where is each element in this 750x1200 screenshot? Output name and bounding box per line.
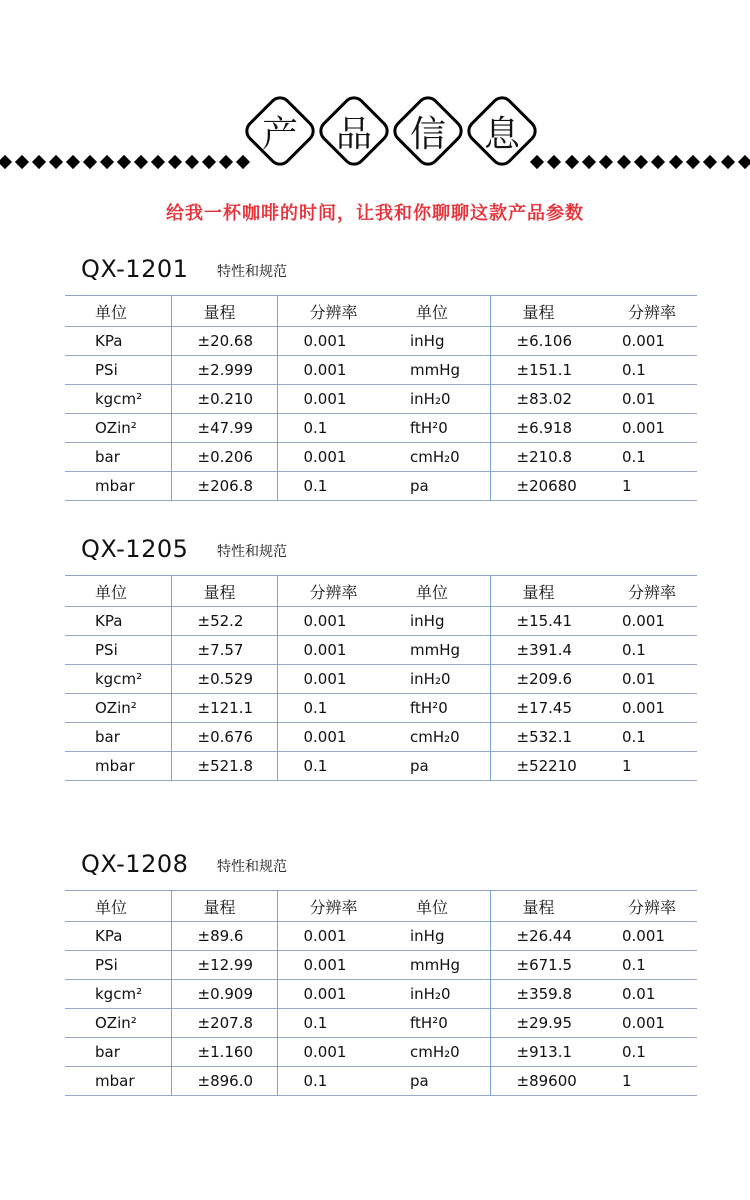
table-cell: 0.001 (277, 356, 384, 385)
product-info-header (0, 95, 750, 225)
diamond-ornament (219, 155, 233, 169)
table-cell: OZin² (95, 699, 137, 717)
table-cell: inH₂0 (410, 985, 451, 1003)
table-row (65, 327, 697, 356)
table-cell: 0.1 (622, 728, 646, 746)
table-cell: 0.1 (622, 1043, 646, 1061)
diamond-ornament (547, 155, 561, 169)
table-cell: 0.001 (622, 419, 665, 437)
table-cell: kgcm² (95, 670, 143, 688)
column-header: 分辨率 (628, 897, 677, 917)
column-header: 单位 (416, 302, 449, 322)
table-cell: 0.001 (277, 665, 384, 694)
table-cell: ±206.8 (171, 472, 277, 501)
table-cell: 0.001 (277, 1038, 384, 1067)
title-char: 品 (335, 114, 372, 155)
table-cell: PSi (95, 641, 118, 659)
diamond-ornament (185, 155, 199, 169)
diamond-ornament (599, 155, 613, 169)
table-cell: 0.001 (277, 922, 384, 951)
table-cell: inHg (410, 332, 445, 350)
table-cell: 0.01 (622, 985, 656, 1003)
table-cell: mmHg (410, 641, 461, 659)
table-cell: 0.1 (622, 956, 646, 974)
table-cell: 0.001 (277, 951, 384, 980)
table-cell: 0.1 (622, 448, 646, 466)
diamond-ornament (151, 155, 165, 169)
diamond-ornament (32, 155, 46, 169)
table-cell: ±2.999 (171, 356, 277, 385)
table-header-row (65, 891, 697, 922)
diamond-ornament (100, 155, 114, 169)
diamond-ornament (686, 155, 700, 169)
table-cell: ±532.1 (490, 723, 596, 752)
diamond-ornament (634, 155, 648, 169)
table-cell: ±15.41 (490, 607, 596, 636)
model-number: QX-1205 (81, 535, 189, 563)
table-header-row (65, 576, 697, 607)
diamond-ornament (117, 155, 131, 169)
table-cell: OZin² (95, 419, 137, 437)
table-cell: mmHg (410, 956, 461, 974)
table-cell: 0.1 (277, 752, 384, 781)
table-row (65, 607, 697, 636)
table-cell: 0.01 (622, 390, 656, 408)
table-cell: ftH²0 (410, 699, 448, 717)
table-cell: ±89.6 (171, 922, 277, 951)
table-cell: 1 (622, 757, 632, 775)
column-header: 分辨率 (277, 576, 384, 607)
table-cell: KPa (95, 927, 123, 945)
table-cell: 0.1 (277, 694, 384, 723)
table-cell: kgcm² (95, 985, 143, 1003)
spec-section-qx-1201 (65, 255, 697, 501)
table-cell: 0.001 (622, 1014, 665, 1032)
table-cell: ±52.2 (171, 607, 277, 636)
table-cell: 0.001 (277, 723, 384, 752)
table-cell: ftH²0 (410, 1014, 448, 1032)
table-cell: 0.001 (277, 980, 384, 1009)
table-cell: inHg (410, 927, 445, 945)
spec-subtitle: 特性和规范 (217, 544, 287, 560)
diamond-ornament (651, 155, 665, 169)
table-cell: OZin² (95, 1014, 137, 1032)
table-cell: bar (95, 448, 120, 466)
table-cell: 0.1 (277, 472, 384, 501)
table-cell: ±12.99 (171, 951, 277, 980)
table-cell: ftH²0 (410, 419, 448, 437)
column-header: 单位 (95, 302, 128, 322)
table-cell: ±207.8 (171, 1009, 277, 1038)
table-cell: ±896.0 (171, 1067, 277, 1096)
table-cell: inHg (410, 612, 445, 630)
model-number: QX-1208 (81, 850, 189, 878)
table-cell: ±913.1 (490, 1038, 596, 1067)
column-header: 量程 (171, 891, 277, 922)
table-cell: ±209.6 (490, 665, 596, 694)
column-header: 量程 (490, 891, 596, 922)
table-row (65, 1067, 697, 1096)
table-cell: PSi (95, 956, 118, 974)
table-cell: 1 (622, 1072, 632, 1090)
table-cell: mbar (95, 477, 135, 495)
table-row (65, 472, 697, 501)
table-row (65, 414, 697, 443)
column-header: 量程 (171, 296, 277, 327)
column-header: 分辨率 (628, 302, 677, 322)
spec-section-qx-1208 (65, 850, 697, 1096)
title-char: 信 (409, 114, 446, 155)
table-cell: bar (95, 728, 120, 746)
table-cell: ±26.44 (490, 922, 596, 951)
table-cell: 0.001 (277, 636, 384, 665)
table-cell: 0.1 (277, 414, 384, 443)
spec-table (65, 890, 697, 1096)
table-cell: ±521.8 (171, 752, 277, 781)
right-diamond-border (532, 155, 750, 169)
table-cell: inH₂0 (410, 390, 451, 408)
column-header: 量程 (171, 576, 277, 607)
spec-section-qx-1205 (65, 535, 697, 781)
diamond-ornament (49, 155, 63, 169)
table-cell: 0.001 (277, 443, 384, 472)
table-row (65, 951, 697, 980)
diamond-ornament (738, 155, 750, 169)
column-header: 量程 (490, 296, 596, 327)
table-cell: ±0.676 (171, 723, 277, 752)
table-cell: 0.1 (622, 641, 646, 659)
table-cell: cmH₂0 (410, 448, 460, 466)
column-header: 单位 (95, 582, 128, 602)
diamond-ornament (168, 155, 182, 169)
table-cell: ±7.57 (171, 636, 277, 665)
table-cell: ±17.45 (490, 694, 596, 723)
spec-subtitle: 特性和规范 (217, 264, 287, 280)
column-header: 单位 (416, 897, 449, 917)
table-cell: cmH₂0 (410, 1043, 460, 1061)
diamond-ornament (582, 155, 596, 169)
table-cell: ±1.160 (171, 1038, 277, 1067)
table-row (65, 443, 697, 472)
diamond-ornament (530, 155, 544, 169)
table-cell: ±89600 (490, 1067, 596, 1096)
table-cell: KPa (95, 612, 123, 630)
table-cell: ±121.1 (171, 694, 277, 723)
table-cell: mbar (95, 1072, 135, 1090)
tagline: 给我一杯咖啡的时间，让我和你聊聊这款产品参数 (166, 203, 584, 224)
table-cell: ±0.529 (171, 665, 277, 694)
table-row (65, 723, 697, 752)
spec-table (65, 295, 697, 501)
spec-table (65, 575, 697, 781)
table-cell: mmHg (410, 361, 461, 379)
table-cell: ±359.8 (490, 980, 596, 1009)
table-cell: ±0.909 (171, 980, 277, 1009)
table-row (65, 356, 697, 385)
table-cell: ±391.4 (490, 636, 596, 665)
table-row (65, 694, 697, 723)
diamond-ornament (202, 155, 216, 169)
table-row (65, 385, 697, 414)
table-cell: 0.1 (277, 1009, 384, 1038)
table-row (65, 752, 697, 781)
table-cell: ±29.95 (490, 1009, 596, 1038)
table-cell: 0.001 (277, 327, 384, 356)
table-cell: mbar (95, 757, 135, 775)
table-cell: ±6.918 (490, 414, 596, 443)
table-cell: ±210.8 (490, 443, 596, 472)
diamond-ornament (565, 155, 579, 169)
diamond-ornament (721, 155, 735, 169)
column-header: 量程 (490, 576, 596, 607)
diamond-ornament (134, 155, 148, 169)
model-number: QX-1201 (81, 255, 189, 283)
diamond-ornament (15, 155, 29, 169)
table-cell: KPa (95, 332, 123, 350)
table-cell: pa (410, 1072, 429, 1090)
column-header: 单位 (95, 897, 128, 917)
column-header: 分辨率 (277, 891, 384, 922)
table-row (65, 922, 697, 951)
table-row (65, 980, 697, 1009)
table-cell: ±0.206 (171, 443, 277, 472)
table-cell: 0.001 (277, 385, 384, 414)
table-cell: 0.001 (622, 927, 665, 945)
table-cell: cmH₂0 (410, 728, 460, 746)
table-cell: 0.001 (622, 332, 665, 350)
table-cell: bar (95, 1043, 120, 1061)
table-cell: 0.001 (622, 699, 665, 717)
table-cell: 0.001 (622, 612, 665, 630)
table-cell: ±83.02 (490, 385, 596, 414)
title-char: 产 (261, 114, 298, 155)
table-cell: pa (410, 757, 429, 775)
table-cell: ±6.106 (490, 327, 596, 356)
table-row (65, 636, 697, 665)
table-row (65, 1038, 697, 1067)
table-cell: ±20680 (490, 472, 596, 501)
table-cell: ±20.68 (171, 327, 277, 356)
table-header-row (65, 296, 697, 327)
diamond-ornament (703, 155, 717, 169)
column-header: 分辨率 (277, 296, 384, 327)
left-diamond-border (0, 155, 248, 169)
table-cell: PSi (95, 361, 118, 379)
table-cell: inH₂0 (410, 670, 451, 688)
spec-subtitle: 特性和规范 (217, 859, 287, 875)
column-header: 分辨率 (628, 582, 677, 602)
table-cell: ±52210 (490, 752, 596, 781)
table-cell: 0.1 (277, 1067, 384, 1096)
table-cell: ±47.99 (171, 414, 277, 443)
table-cell: 0.001 (277, 607, 384, 636)
diamond-ornament (66, 155, 80, 169)
diamond-ornament (83, 155, 97, 169)
table-cell: ±0.210 (171, 385, 277, 414)
table-cell: ±671.5 (490, 951, 596, 980)
table-cell: 0.1 (622, 361, 646, 379)
table-cell: pa (410, 477, 429, 495)
diamond-ornament (669, 155, 683, 169)
table-row (65, 665, 697, 694)
column-header: 单位 (416, 582, 449, 602)
table-row (65, 1009, 697, 1038)
title-char: 息 (483, 114, 520, 155)
table-cell: 1 (622, 477, 632, 495)
table-cell: 0.01 (622, 670, 656, 688)
title-group (244, 95, 540, 175)
diamond-ornament (0, 155, 12, 169)
diamond-ornament (617, 155, 631, 169)
table-cell: kgcm² (95, 390, 143, 408)
table-cell: ±151.1 (490, 356, 596, 385)
